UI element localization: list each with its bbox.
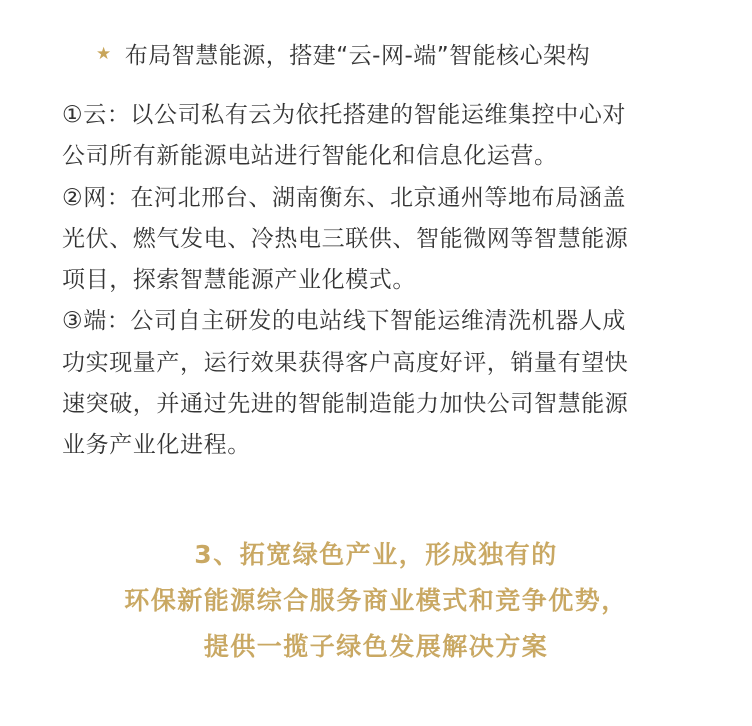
paragraph-line: 功实现量产，运行效果获得客户高度好评，销量有望快 xyxy=(62,349,629,376)
paragraph-cloud xyxy=(62,95,702,178)
paragraph-line: 业务产业化进程。 xyxy=(62,432,251,459)
paragraph-network xyxy=(62,178,702,302)
paragraph-line: ②网：在河北邢台、湖南衡东、北京通州等地布局涵盖 xyxy=(62,184,627,211)
paragraph-line: 速突破，并通过先进的智能制造能力加快公司智慧能源 xyxy=(62,391,629,418)
highlight-heading xyxy=(0,532,752,670)
paragraph-line: ①云：以公司私有云为依托搭建的智能运维集控中心对 xyxy=(62,102,627,128)
highlight-line: 环保新能源综合服务商业模式和竞争优势， xyxy=(124,586,628,615)
paragraph-line: ③端：公司自主研发的电站线下智能运维清洗机器人成 xyxy=(62,308,627,335)
section-heading xyxy=(96,36,590,70)
highlight-line: 3、拓宽绿色产业，形成独有的 xyxy=(194,540,558,569)
paragraph-line: 光伏、燃气发电、冷热电三联供、智能微网等智慧能源 xyxy=(62,225,629,252)
section-heading-text: 布局智慧能源，搭建“云-网-端”智能核心架构 xyxy=(124,42,591,69)
star-icon: ★ xyxy=(96,44,112,64)
paragraph-line: 公司所有新能源电站进行智能化和信息化运营。 xyxy=(62,143,558,170)
paragraph-line: 项目，探索智慧能源产业化模式。 xyxy=(62,267,416,294)
body-text xyxy=(62,95,702,467)
paragraph-terminal xyxy=(62,301,702,466)
highlight-line: 提供一揽子绿色发展解决方案 xyxy=(203,632,549,661)
